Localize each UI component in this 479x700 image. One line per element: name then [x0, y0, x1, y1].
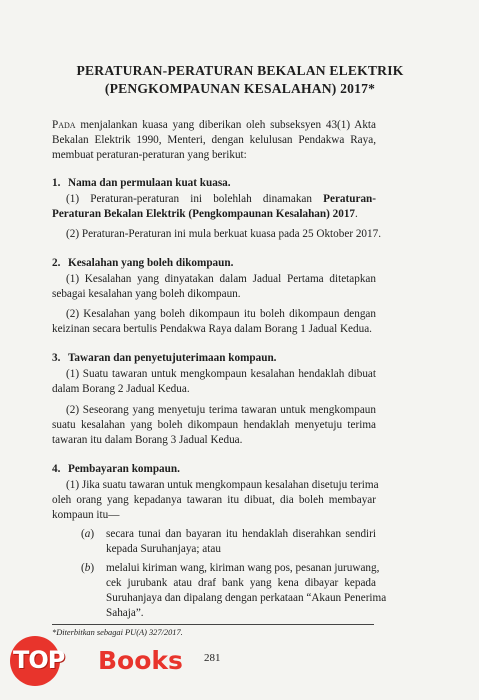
section-1-p2: (2) Peraturan-Peraturan ini mula berkuat kuasa pada 25 Oktober 2017. [66, 228, 382, 240]
topbooks-watermark-logo [10, 636, 195, 686]
preamble-line-2: Bekalan Elektrik 1990, Menteri, dengan kelulusan Pendakwa Raya, [52, 134, 376, 146]
preamble-line-1: Pada menjalankan kuasa yang diberikan oleh subseksyen 43(1) Akta [52, 119, 376, 131]
section-4-p1-line-2: oleh orang yang kepadanya tawaran itu dibuat, dia boleh membayar [52, 494, 376, 506]
item-b-line-3: Suruhanjaya dan dipalang dengan perkataan “Akaun Penerima [106, 592, 387, 604]
section-3-p2-line-3: tawaran itu dalam Borang 3 Jadual Kedua. [52, 434, 243, 446]
section-3-p1-line-1: (1) Suatu tawaran untuk mengkompaun kesalahan hendaklah dibuat [66, 368, 376, 380]
item-a-line-1: secara tunai dan bayaran itu hendaklah diserahkan sendiri [106, 528, 376, 540]
section-4-p1-line-1: (1) Jika suatu tawaran untuk mengkompaun kesalahan disetuju terima [66, 479, 379, 491]
section-1-heading: 1. Nama dan permulaan kuat kuasa. [52, 177, 231, 189]
preamble-smallcaps: Pada [52, 119, 76, 131]
footnote: *Diterbitkan sebagai PU(A) 327/2017. [52, 628, 183, 637]
section-1-p1-line-2: Peraturan Bekalan Elektrik (Pengkompaunan Kesalahan) 2017. [52, 208, 358, 220]
section-3-heading: 3. Tawaran dan penyetujuterimaan kompaun. [52, 352, 277, 364]
logo-top-text: TOP [13, 646, 65, 674]
section-1-p1-line-1: (1) Peraturan-peraturan ini bolehlah dinamakan Peraturan- [66, 193, 376, 205]
item-a-label: (a) [81, 528, 95, 540]
page-number: 281 [204, 652, 221, 664]
section-2-p2-line-1: (2) Kesalahan yang boleh dikompaun itu boleh dikompaun dengan [66, 308, 376, 320]
section-4-heading: 4. Pembayaran kompaun. [52, 463, 180, 475]
page-title-line-2: (PENGKOMPAUNAN KESALAHAN) 2017* [104, 81, 376, 96]
section-2-p1-line-2: sebagai kesalahan yang boleh dikompaun. [52, 288, 241, 300]
item-b-line-4: Sahaja”. [106, 607, 144, 619]
item-b-label: (b) [81, 562, 95, 574]
section-3-p2-line-1: (2) Seseorang yang menyetuju terima tawaran untuk mengkompaun [66, 404, 376, 416]
section-2-p2-line-2: keizinan secara bertulis Pendakwa Raya dalam Borang 1 Jadual Kedua. [52, 323, 372, 335]
section-2-heading: 2. Kesalahan yang boleh dikompaun. [52, 257, 234, 269]
logo-books-text: Books [98, 646, 183, 675]
item-b-line-1: melalui kiriman wang, kiriman wang pos, pesanan juruwang, [106, 562, 380, 574]
section-3-p1-line-2: dalam Borang 2 Jadual Kedua. [52, 383, 190, 395]
section-3-p2-line-2: suatu kesalahan yang boleh dikompaun hendaklah menyetuju terima [52, 419, 376, 431]
section-4-p1-line-3: kompaun itu— [52, 509, 120, 521]
item-b-line-2: cek jurubank atau draf bank yang kena dibayar kepada [106, 577, 376, 589]
section-2-p1-line-1: (1) Kesalahan yang dinyatakan dalam Jadual Pertama ditetapkan [66, 273, 376, 285]
preamble-line-3: membuat peraturan-peraturan yang berikut: [52, 149, 247, 161]
footnote-rule [52, 624, 374, 625]
item-a-line-2: kepada Suruhanjaya; atau [106, 543, 221, 555]
page-title-line-1: PERATURAN-PERATURAN BEKALAN ELEKTRIK [76, 63, 404, 78]
